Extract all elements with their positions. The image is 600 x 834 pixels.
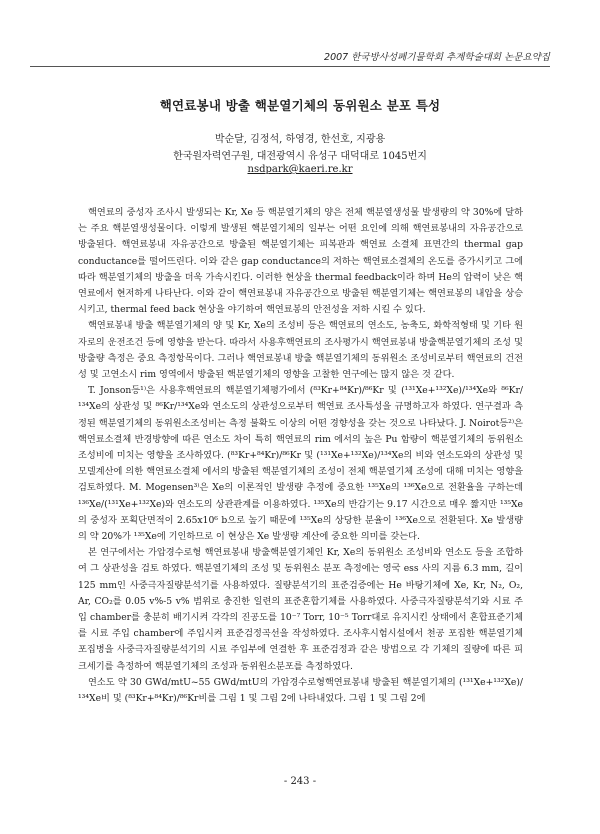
contact-email[interactable]: nsdpark@kaeri.re.kr — [247, 164, 353, 175]
paper-title: 핵연료봉내 방출 핵분열기체의 동위원소 분포 특성 — [159, 98, 441, 113]
paragraph-5: 연소도 약 30 GWd/mtU~55 GWd/mtU의 가압경수로형핵연료봉내 방출된 핵분열기체의 (¹³¹Xe+¹³²Xe)/¹³⁴Xe비 및 (⁸³Kr+⁸⁴Kr)/⁸⁶Kr비를 그림 1 및 그림 2에 나타내었다. 그림 1 및 그림 2에 — [78, 676, 523, 705]
abstract-body — [78, 205, 523, 707]
author-list: 박순달, 김정석, 하영경, 한선호, 지광용 — [214, 134, 386, 145]
paragraph-1: 핵연료의 중성자 조사시 발생되는 Kr, Xe 등 핵분열기체의 양은 전체 핵분열생성물 발생량의 약 30%에 달하는 주요 핵분열생성물이다. 이렇게 발생된 핵분열기체의 일부는 어떤 요인에 의해 핵연료봉내의 자유공간으로 방출된다. 핵연료봉내 자유공간으로 방출된 핵분열기체는 피복관과 핵연료 소결체 표면간의 thermal gap conductance를 떨어뜨린다. 이와 같은 gap conductance의 저하는 핵연료소결체의 온도를 증가시키고 그에 따라 핵분열기체의 방출을 더욱 가속시킨다. 이러한 현상을 thermal feedback이라 하며 He의 압력이 낮은 핵연료에서 현저하게 나타난다. 이와 같이 핵연료봉내 자유공간으로 방출된 핵분열기체는 핵연료봉의 내압을 상승시키고, thermal feed back 현상을 야기하여 핵연료봉의 안전성을 저하 시킬 수 있다. — [78, 207, 523, 316]
paragraph-4: 본 연구에서는 가압경수로형 핵연료봉내 방출핵분열기체인 Kr, Xe의 동위원소 조성비와 연소도 등을 조합하여 그 상관성을 검토 하였다. 핵분열기체의 조성 및 동위원소 분포 측정에는 영국 ess 사의 지름 6.3 mm, 길이 125 mm인 사중극자질량분석기를 사용하였다. 질량분석기의 표준검증에는 He 바탕기체에 Xe, Kr, N₂, O₂, Ar, CO₂를 0.05 v%-5 v% 범위로 충진한 일련의 표준혼합기체를 사용하였다. 사중극자질량분석기와 시료 주입 chamber를 충분히 배기시켜 각각의 진공도를 10⁻⁷ Torr, 10⁻⁵ Torr대로 유지시킨 상태에서 혼합표준기체를 시료 주입 chamber에 주입시켜 표준검정곡선을 작성하였다. 조사후시험시설에서 천공 포집한 핵분열기체 포집병을 사중극자질량분석기의 시료 주입부에 연결한 후 표준검정과 같은 방법으로 각 기체의 질량에 따른 피크세기를 측정하여 핵분열기체의 조성과 동위원소분포를 측정하였다. — [78, 547, 523, 672]
paragraph-3: T. Jonson등¹⁾은 사용후핵연료의 핵분열기체평가에서 (⁸³Kr+⁸⁴Kr)/⁸⁶Kr 및 (¹³¹Xe+¹³²Xe)/¹³⁴Xe와 ⁸⁶Kr/¹³⁴Xe의 상관성 및 ⁸⁶Kr/¹³⁴Xe와 연소도의 상관성으로부터 핵연료 조사특성을 규명하고자 하였다. 연구결과 측정된 핵분열기체의 동위원소조성비는 측정 불확도 이상의 어떤 경향성을 갖는 것으로 나타났다. J. Noirot등²⁾은 핵연료소결체 반경방향에 따른 연소도 차이 특히 핵연료의 rim 에서의 높은 Pu 함량이 핵분열기체의 동위원소 조성비에 미치는 영향을 조사하였다. (⁸³Kr+⁸⁴Kr)/⁸⁶Kr 및 (¹³¹Xe+¹³²Xe)/¹³⁴Xe의 비와 연소도와의 상관성 및 모델계산에 의한 핵연료소결체 에서의 방출된 핵분열기체의 조성이 전체 핵분열기체 조성에 대해 미치는 영향을 검토하였다. M. Mogensen³⁾은 Xe의 이론적인 발생량 추정에 중요한 ¹³⁵Xe의 ¹³⁶Xe으로 전환율을 구하는데 ¹³⁶Xe/(¹³¹Xe+¹³²Xe)와 연소도의 상관관계를 이용하였다. ¹³⁵Xe의 반감기는 9.17 시간으로 매우 짧지만 ¹³⁵Xe의 중성자 포획단면적이 2.65x10⁶ b으로 높기 때문에 ¹³⁵Xe의 상당한 분율이 ¹³⁶Xe으로 전환된다. Xe 발생량의 약 20%가 ¹³⁵Xe에 기인하므로 이 현상은 Xe 발생량 계산에 중요한 의미를 갖는다. — [78, 385, 523, 543]
paragraph-2: 핵연료봉내 방출 핵분열기체의 양 및 Kr, Xe의 조성비 등은 핵연료의 연소도, 농축도, 화학적형태 및 기타 원자로의 운전조건 등에 영향을 받는다. 따라서 사용후핵연료의 조사평가시 핵연료봉내 방출핵분열기체의 조성 및 방출량 측정은 중요 측정항목이다. 그러나 핵연료봉내 방출 핵분열기체의 동위원소 조성비로부터 핵연료의 건전성 및 고연소시 rim 영역에서 방출된 핵분열기체의 영향을 고찰한 연구에는 많지 않은 것 같다. — [78, 320, 523, 381]
conference-header: 2007 한국방사성폐기물학회 추계학술대회 논문요약집 — [30, 49, 550, 67]
affiliation: 한국원자력연구원, 대전광역시 유성구 대덕대로 1045번지 — [173, 151, 427, 162]
page-number: - 243 - — [283, 776, 317, 787]
